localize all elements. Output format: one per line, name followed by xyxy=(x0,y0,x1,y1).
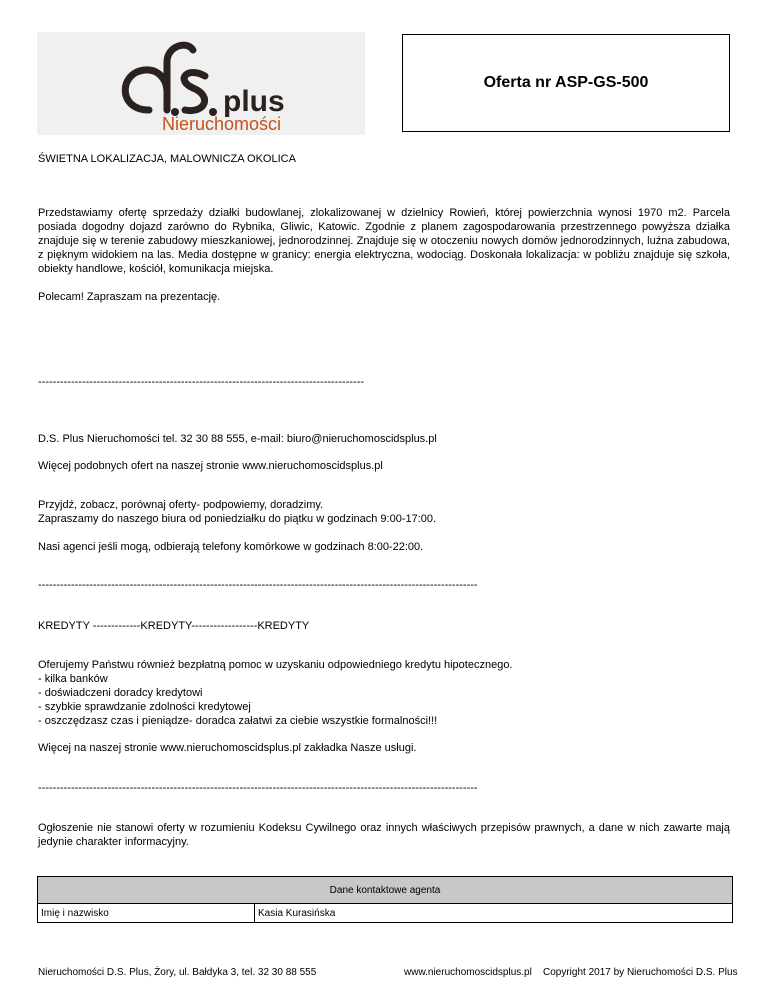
divider: ------------------------------------------------------------------------------------------------------------------------ xyxy=(38,782,478,794)
offer-number-box xyxy=(402,34,730,132)
list-item: - oszczędzasz czas i pieniądze- doradca załatwi za ciebie wszystkie formalności!!! xyxy=(38,715,438,727)
list-item: - szybkie sprawdzanie zdolności kredytowej xyxy=(38,701,251,713)
agent-table-header: Dane kontaktowe agenta xyxy=(38,877,733,904)
footer-copyright: Copyright 2017 by Nieruchomości D.S. Plus xyxy=(543,967,738,978)
invite-text: Polecam! Zapraszam na prezentację. xyxy=(38,291,221,303)
come-line-1: Przyjdź, zobacz, porównaj oferty- podpowiemy, doradzimy. xyxy=(38,499,324,511)
disclaimer: Ogłoszenie nie stanowi oferty w rozumieniu Kodeksu Cywilnego oraz innych właściwych przepisów prawnych, a dane w nich zawarte mają jedynie charakter informacyjny. xyxy=(38,822,730,848)
more-offers-text: Więcej podobnych ofert na naszej stronie www.nieruchomoscidsplus.pl xyxy=(38,460,383,472)
come-line-2: Zapraszamy do naszego biura od poniedziałku do piątku w godzinach 9:00-17:00. xyxy=(38,513,437,525)
offer-description: Przedstawiamy ofertę sprzedaży działki budowlanej, zlokalizowanej w dzielnicy Rowień, której powierzchnia wynosi 1970 m2. Parcela posiada dogodny dojazd zarówno do Rybnika, Gliwic, Katowic. Zgodnie z planem zagospodarowania przestrzennego powyższa działka znajduje się w terenie zabudowy mieszkaniowej, jednorodzinnej. Znajduje się w otoczeniu nowych domów jednorodzinnych, luźna zabudowa, z pięknym widokiem na las. Media dostępne w granicy: energia elektryczna, wodociąg. Doskonała lokalizacja: w pobliżu znajduje się szkoła, obiekty handlowe, kościół, komunikacja miejska. xyxy=(38,207,730,275)
divider: ------------------------------------------------------------------------------------------------------------------------ xyxy=(38,579,478,591)
agent-name-label: Imię i nazwisko xyxy=(38,904,255,923)
list-item: - doświadczeni doradcy kredytowi xyxy=(38,687,203,699)
offer-title: Oferta nr ASP-GS-500 xyxy=(483,74,649,91)
credit-heading: KREDYTY -------------KREDYTY------------------KREDYTY xyxy=(38,620,310,632)
agent-name-value: Kasia Kurasińska xyxy=(255,904,733,923)
logo-subtitle: Nieruchomości xyxy=(162,114,282,134)
credit-intro: Oferujemy Państwu również bezpłatną pomoc w uzyskaniu odpowiedniego kredytu hipotecznego. xyxy=(38,659,513,671)
credit-more-text: Więcej na naszej stronie www.nieruchomoscidsplus.pl zakładka Nasze usługi. xyxy=(38,742,417,754)
footer-address: Nieruchomości D.S. Plus, Żory, ul. Bałdyka 3, tel. 32 30 88 555 xyxy=(38,967,317,978)
headline: ŚWIETNA LOKALIZACJA, MALOWNICZA OKOLICA xyxy=(38,153,296,165)
agent-contact-table xyxy=(37,876,733,923)
list-item: - kilka banków xyxy=(38,673,108,685)
company-logo xyxy=(37,32,365,135)
logo-brand: plus xyxy=(223,85,285,118)
divider: ----------------------------------------------------------------------------------------- xyxy=(38,376,365,388)
footer-website: www.nieruchomoscidsplus.pl xyxy=(404,967,532,978)
agents-phones-text: Nasi agenci jeśli mogą, odbierają telefony komórkowe w godzinach 8:00-22:00. xyxy=(38,541,424,553)
contact-line: D.S. Plus Nieruchomości tel. 32 30 88 555, e-mail: biuro@nieruchomoscidsplus.pl xyxy=(38,433,437,445)
